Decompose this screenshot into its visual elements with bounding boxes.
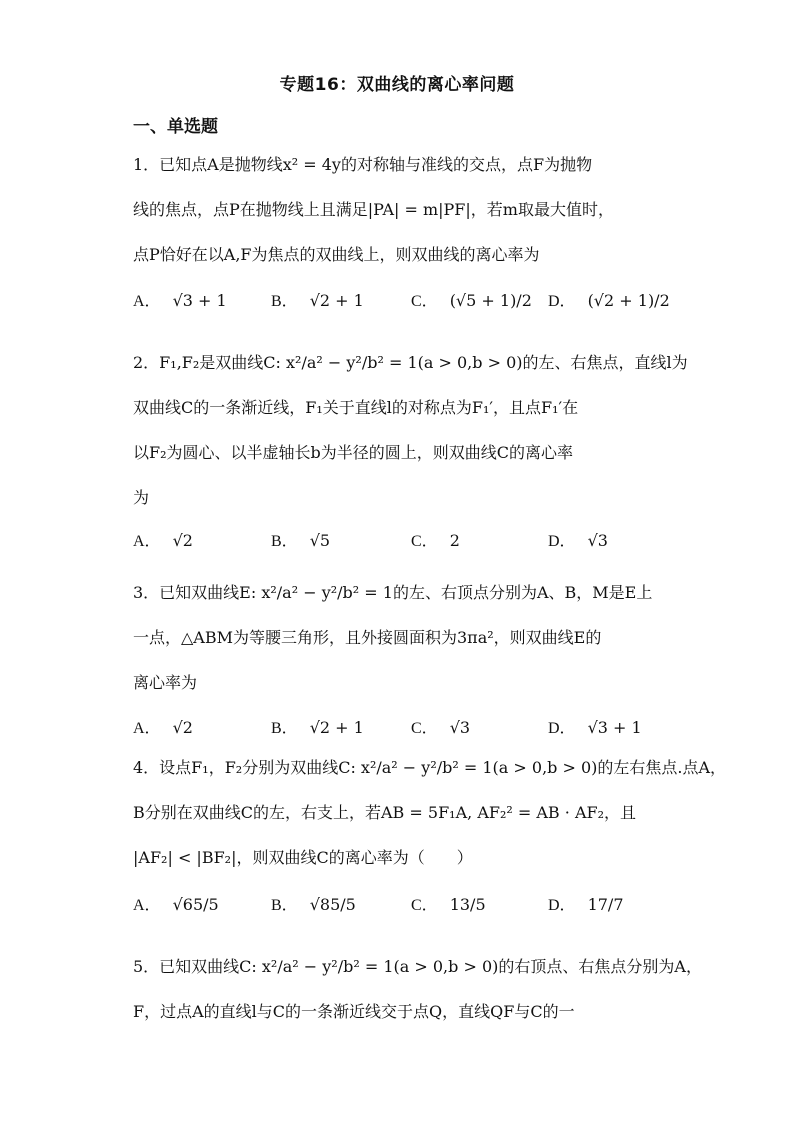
section-heading: 一、单选题 [133,117,218,137]
question-3-line-1: 3．已知双曲线E: x²/a² − y²/b² = 1的左、右顶点分别为A、B，M是E上 [133,583,653,602]
question-1-line-2: 线的焦点，点P在抛物线上且满足|PA| = m|PF|，若m取最大值时， [133,200,614,219]
option-d: D． 17/7 [548,895,624,914]
question-4-line-1: 4．设点F₁，F₂分别为双曲线C: x²/a² − y²/b² = 1(a > 0,b > 0)的左右焦点.点A， [133,758,727,777]
question-2-line-2: 双曲线C的一条渐近线，F₁关于直线l的对称点为F₁′，且点F₁′在 [133,398,579,417]
question-1-line-1: 1．已知点A是抛物线x² = 4y的对称轴与准线的交点，点F为抛物 [133,155,593,174]
question-5 [133,944,702,1034]
option-a: A． √2 [133,531,193,550]
option-a: A． √2 [133,718,193,737]
option-c: C． 2 [411,531,460,550]
question-3-options [133,715,693,745]
option-d: D． (√2 + 1)/2 [548,291,670,310]
option-d: D． √3 + 1 [548,718,642,737]
question-2 [133,340,688,520]
page-title: 专题16：双曲线的离心率问题 [279,75,515,95]
question-1-line-3: 点P恰好在以A,F为焦点的双曲线上，则双曲线的离心率为 [133,245,540,264]
question-4-line-2: B分别在双曲线C的左，右支上，若AB = 5F₁A, AF₂² = AB · AF₂，且 [133,803,637,822]
question-3 [133,570,663,705]
option-b: B． √2 + 1 [271,291,364,310]
question-5-line-1: 5．已知双曲线C: x²/a² − y²/b² = 1(a > 0,b > 0)的右顶点、右焦点分别为A， [133,957,702,976]
question-4-options [133,892,693,922]
option-b: B． √85/5 [271,895,356,914]
question-4-line-3: |AF₂| < |BF₂|，则双曲线C的离心率为（ ） [133,848,473,867]
option-b: B． √5 [271,531,331,550]
option-c: C． √3 [411,718,471,737]
question-2-options [133,528,693,558]
question-2-line-1: 2．F₁,F₂是双曲线C: x²/a² − y²/b² = 1(a > 0,b > 0)的左、右焦点，直线l为 [133,353,688,372]
option-c: C． (√5 + 1)/2 [411,291,532,310]
option-c: C． 13/5 [411,895,486,914]
question-5-line-2: F，过点A的直线l与C的一条渐近线交于点Q，直线QF与C的一 [133,1002,575,1021]
option-d: D． √3 [548,531,608,550]
question-3-line-3: 离心率为 [133,673,198,692]
option-a: A． √65/5 [133,895,219,914]
question-4 [133,745,727,880]
option-a: A． √3 + 1 [133,291,227,310]
question-2-line-4: 为 [133,488,150,507]
question-2-line-3: 以F₂为圆心、以半虚轴长b为半径的圆上，则双曲线C的离心率 [133,443,574,462]
option-b: B． √2 + 1 [271,718,364,737]
question-1 [133,142,663,277]
question-1-options [133,288,693,318]
question-3-line-2: 一点，△ABM为等腰三角形，且外接圆面积为3πa²，则双曲线E的 [133,628,602,647]
